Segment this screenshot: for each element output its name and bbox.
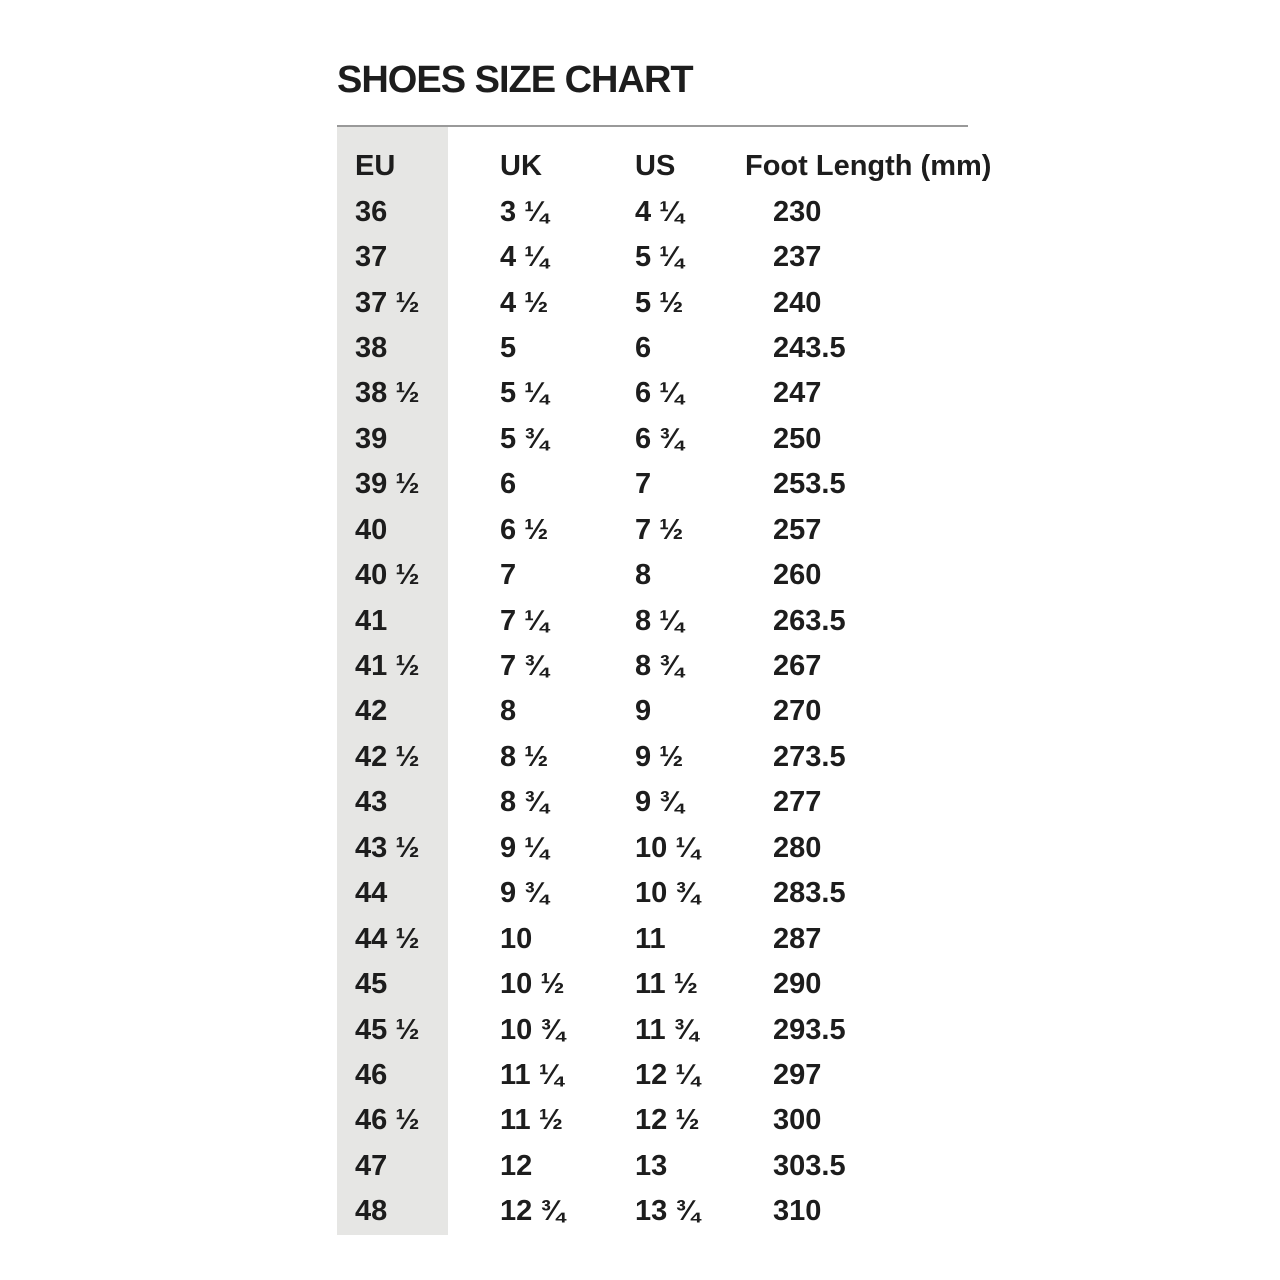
uk-size-cell: 3 ¼ bbox=[500, 195, 549, 228]
foot-length-cell: 250 bbox=[773, 422, 822, 455]
eu-size-cell: 39 bbox=[355, 422, 388, 455]
uk-size-cell: 12 bbox=[500, 1149, 533, 1182]
uk-size-cell: 10 ½ bbox=[500, 968, 565, 1001]
foot-length-cell: 287 bbox=[773, 922, 822, 955]
foot-length-cell: 310 bbox=[773, 1195, 822, 1228]
eu-size-cell: 40 bbox=[355, 513, 388, 546]
us-size-cell: 6 bbox=[635, 331, 652, 364]
table-row bbox=[337, 871, 1010, 916]
eu-size-cell: 39 ½ bbox=[355, 468, 420, 501]
foot-length-cell: 300 bbox=[773, 1104, 822, 1137]
size-table bbox=[337, 127, 1010, 1235]
uk-size-cell: 6 ½ bbox=[500, 513, 549, 546]
table-row bbox=[337, 553, 1010, 598]
us-size-cell: 13 ¾ bbox=[635, 1195, 700, 1228]
uk-size-cell: 9 ¾ bbox=[500, 877, 549, 910]
table-row bbox=[337, 417, 1010, 462]
table-row bbox=[337, 644, 1010, 689]
foot-length-cell: 263.5 bbox=[773, 604, 846, 637]
eu-size-cell: 41 ½ bbox=[355, 650, 420, 683]
table-row bbox=[337, 1053, 1010, 1098]
uk-size-cell: 11 ¼ bbox=[500, 1058, 563, 1091]
uk-size-cell: 8 bbox=[500, 695, 517, 728]
eu-size-cell: 45 bbox=[355, 968, 388, 1001]
uk-size-cell: 5 ¼ bbox=[500, 377, 549, 410]
table-row bbox=[337, 235, 1010, 280]
foot-length-cell: 257 bbox=[773, 513, 822, 546]
us-size-cell: 12 ¼ bbox=[635, 1058, 700, 1091]
foot-length-cell: 243.5 bbox=[773, 331, 846, 364]
eu-size-cell: 47 bbox=[355, 1149, 388, 1182]
table-row bbox=[337, 326, 1010, 371]
uk-size-cell: 4 ¼ bbox=[500, 241, 549, 274]
column-header-uk: UK bbox=[500, 150, 542, 183]
uk-size-cell: 7 ¼ bbox=[500, 604, 549, 637]
uk-size-cell: 7 ¾ bbox=[500, 650, 549, 683]
eu-size-cell: 41 bbox=[355, 604, 388, 637]
uk-size-cell: 12 ¾ bbox=[500, 1195, 565, 1228]
us-size-cell: 8 ¼ bbox=[635, 604, 684, 637]
eu-size-cell: 38 ½ bbox=[355, 377, 420, 410]
foot-length-cell: 283.5 bbox=[773, 877, 846, 910]
uk-size-cell: 10 bbox=[500, 922, 533, 955]
table-row bbox=[337, 780, 1010, 825]
table-row bbox=[337, 371, 1010, 416]
us-size-cell: 9 bbox=[635, 695, 652, 728]
foot-length-cell: 237 bbox=[773, 241, 822, 274]
foot-length-cell: 293.5 bbox=[773, 1013, 846, 1046]
uk-size-cell: 9 ¼ bbox=[500, 831, 549, 864]
us-size-cell: 13 bbox=[635, 1149, 668, 1182]
eu-size-cell: 42 bbox=[355, 695, 388, 728]
eu-size-cell: 48 bbox=[355, 1195, 388, 1228]
foot-length-cell: 230 bbox=[773, 195, 822, 228]
eu-size-cell: 42 ½ bbox=[355, 740, 420, 773]
eu-size-cell: 45 ½ bbox=[355, 1013, 420, 1046]
us-size-cell: 11 ½ bbox=[635, 968, 698, 1001]
us-size-cell: 11 bbox=[635, 922, 666, 955]
foot-length-cell: 240 bbox=[773, 286, 822, 319]
us-size-cell: 6 ¾ bbox=[635, 422, 684, 455]
table-row bbox=[337, 735, 1010, 780]
uk-size-cell: 6 bbox=[500, 468, 517, 501]
foot-length-cell: 260 bbox=[773, 559, 822, 592]
table-header-row bbox=[337, 144, 1010, 189]
uk-size-cell: 10 ¾ bbox=[500, 1013, 565, 1046]
us-size-cell: 7 ½ bbox=[635, 513, 684, 546]
foot-length-cell: 253.5 bbox=[773, 468, 846, 501]
table-row bbox=[337, 462, 1010, 507]
table-row bbox=[337, 916, 1010, 961]
uk-size-cell: 4 ½ bbox=[500, 286, 549, 319]
us-size-cell: 11 ¾ bbox=[635, 1013, 698, 1046]
us-size-cell: 6 ¼ bbox=[635, 377, 684, 410]
us-size-cell: 10 ¾ bbox=[635, 877, 700, 910]
table-row bbox=[337, 598, 1010, 643]
us-size-cell: 8 ¾ bbox=[635, 650, 684, 683]
uk-size-cell: 8 ¾ bbox=[500, 786, 549, 819]
foot-length-cell: 297 bbox=[773, 1058, 822, 1091]
eu-size-cell: 38 bbox=[355, 331, 388, 364]
foot-length-cell: 273.5 bbox=[773, 740, 846, 773]
eu-size-cell: 44 ½ bbox=[355, 922, 420, 955]
us-size-cell: 7 bbox=[635, 468, 652, 501]
column-header-foot-length: Foot Length (mm) bbox=[745, 150, 992, 183]
uk-size-cell: 11 ½ bbox=[500, 1104, 563, 1137]
column-header-eu: EU bbox=[355, 150, 396, 183]
uk-size-cell: 5 bbox=[500, 331, 517, 364]
table-row bbox=[337, 962, 1010, 1007]
uk-size-cell: 7 bbox=[500, 559, 517, 592]
foot-length-cell: 303.5 bbox=[773, 1149, 846, 1182]
us-size-cell: 5 ½ bbox=[635, 286, 684, 319]
table-row bbox=[337, 508, 1010, 553]
table-row bbox=[337, 189, 1010, 234]
us-size-cell: 9 ¾ bbox=[635, 786, 684, 819]
us-size-cell: 5 ¼ bbox=[635, 241, 684, 274]
page-title: SHOES SIZE CHART bbox=[337, 59, 693, 101]
eu-size-cell: 37 ½ bbox=[355, 286, 420, 319]
table-row bbox=[337, 1007, 1010, 1052]
table-row bbox=[337, 1189, 1010, 1234]
eu-size-cell: 43 bbox=[355, 786, 388, 819]
uk-size-cell: 5 ¾ bbox=[500, 422, 549, 455]
foot-length-cell: 270 bbox=[773, 695, 822, 728]
foot-length-cell: 267 bbox=[773, 650, 822, 683]
eu-size-cell: 43 ½ bbox=[355, 831, 420, 864]
table-row bbox=[337, 1098, 1010, 1143]
eu-size-cell: 37 bbox=[355, 241, 388, 274]
foot-length-cell: 290 bbox=[773, 968, 822, 1001]
table-row bbox=[337, 280, 1010, 325]
eu-size-cell: 36 bbox=[355, 195, 388, 228]
foot-length-cell: 280 bbox=[773, 831, 822, 864]
us-size-cell: 12 ½ bbox=[635, 1104, 700, 1137]
us-size-cell: 9 ½ bbox=[635, 740, 684, 773]
foot-length-cell: 277 bbox=[773, 786, 822, 819]
table-body bbox=[337, 189, 1010, 1234]
uk-size-cell: 8 ½ bbox=[500, 740, 549, 773]
us-size-cell: 4 ¼ bbox=[635, 195, 684, 228]
us-size-cell: 8 bbox=[635, 559, 652, 592]
column-header-us: US bbox=[635, 150, 676, 183]
table-row bbox=[337, 689, 1010, 734]
foot-length-cell: 247 bbox=[773, 377, 822, 410]
eu-size-cell: 44 bbox=[355, 877, 388, 910]
table-row bbox=[337, 826, 1010, 871]
us-size-cell: 10 ¼ bbox=[635, 831, 700, 864]
eu-size-cell: 40 ½ bbox=[355, 559, 420, 592]
eu-size-cell: 46 ½ bbox=[355, 1104, 420, 1137]
table-row bbox=[337, 1144, 1010, 1189]
eu-size-cell: 46 bbox=[355, 1058, 388, 1091]
